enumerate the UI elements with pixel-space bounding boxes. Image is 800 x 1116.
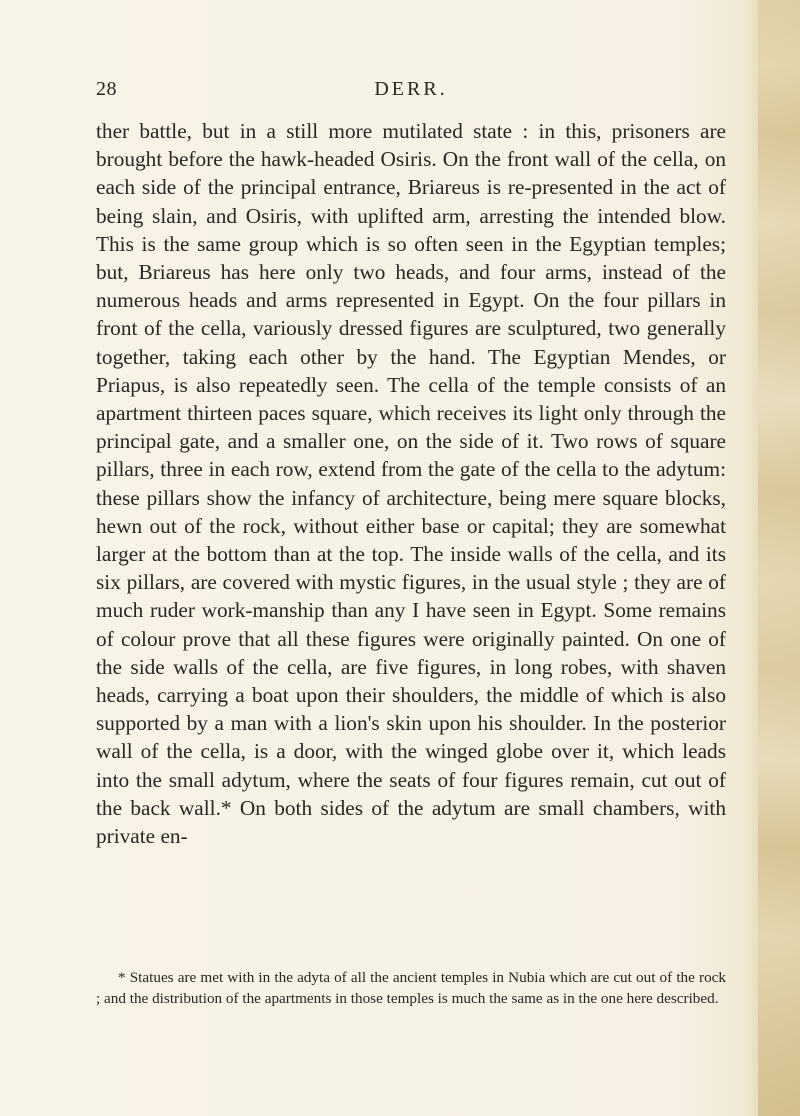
footnote — [96, 967, 726, 1009]
page-header — [96, 78, 726, 108]
body-paragraph: ther battle, but in a still more mutilated state : in this, prisoners are brought before the hawk-headed Osiris. On the front wall of the cella, on each side of the principal entrance, Briareus is re-presented in the act of being slain, and Osiris, with uplifted arm, arresting the intended blow. This is the same group which is so often seen in the Egyptian temples; but, Briareus has here only two heads, and four arms, instead of the numerous heads and arms represented in Egypt. On the four pillars in front of the cella, variously dressed figures are sculptured, two generally together, taking each other by the hand. The Egyptian Mendes, or Priapus, is also repeatedly seen. The cella of the temple consists of an apartment thirteen paces square, which receives its light only through the principal gate, and a smaller one, on the side of it. Two rows of square pillars, three in each row, extend from the gate of the cella to the adytum: these pillars show the infancy of architecture, being mere square blocks, hewn out of the rock, without either base or capital; they are somewhat larger at the bottom than at the top. The inside walls of the cella, and its six pillars, are covered with mystic figures, in the usual style ; they are of much ruder work-manship than any I have seen in Egypt. Some remains of colour prove that all these figures were originally painted. On one of the side walls of the cella, are five figures, in long robes, with shaven heads, carrying a boat upon their shoulders, the middle of which is also supported by a man with a lion's skin upon his shoulder. In the posterior wall of the cella, is a door, with the winged globe over it, which leads into the small adytum, where the seats of four figures remain, cut out of the back wall.* On both sides of the adytum are small chambers, with private en- — [96, 119, 726, 849]
page-edge-stain — [758, 0, 800, 1116]
running-head: DERR. — [374, 78, 448, 100]
page-number: 28 — [96, 78, 117, 100]
footnote-text: * Statues are met with in the adyta of all the ancient temples in Nubia which are cut out of the rock ; and the distribution of the apartments in those temples is much the same as in the one here described. — [96, 969, 726, 1007]
body-text — [96, 117, 726, 850]
